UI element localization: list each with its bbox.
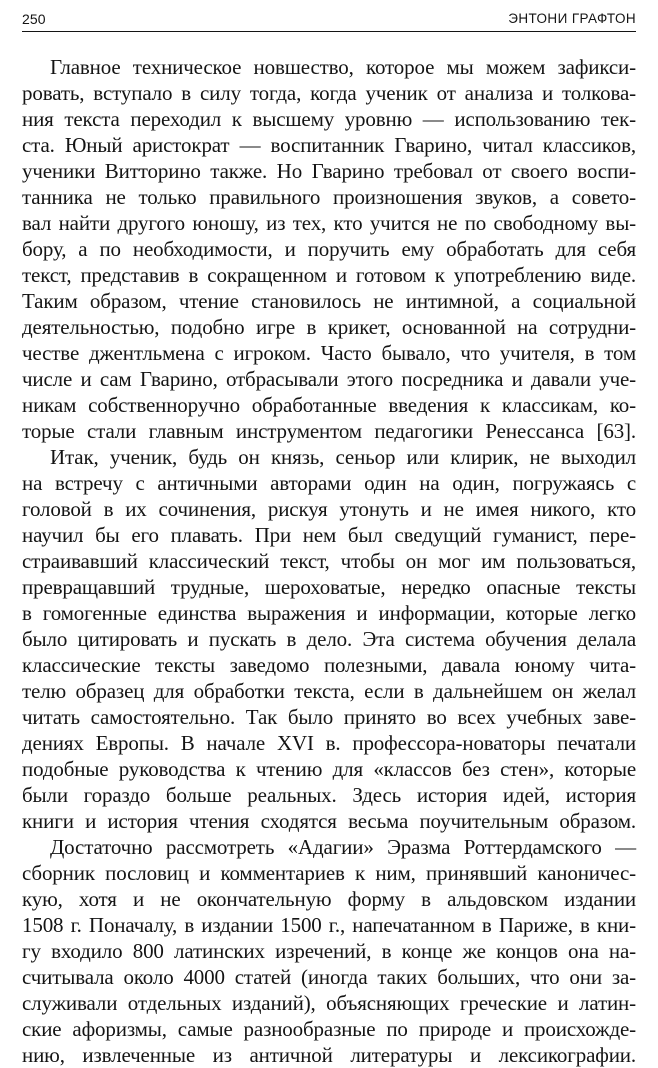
text-line: деятельностью, подобно игре в крикет, основанной на сотрудни- <box>22 315 636 339</box>
text-line: честве джентльмена с игроком. Часто бывало, что учителя, в том <box>22 341 636 365</box>
paragraph <box>22 834 636 1068</box>
page-number: 250 <box>22 11 46 27</box>
text-line: танника не только правильного произношения звуков, а совето- <box>22 185 636 209</box>
running-head <box>22 10 636 32</box>
text-line: подобные руководства к чтению для «классов без стен», которые <box>22 757 636 781</box>
text-line: кую, хотя и не окончательную форму в альдовском издании <box>22 887 636 911</box>
text-line: на встречу с античными авторами один на один, погружаясь с <box>22 471 636 495</box>
text-line: служивали отдельных изданий), объясняющих греческие и латин- <box>22 991 636 1015</box>
text-line: нию, извлеченные из античной литературы и лексикографии. <box>22 1043 636 1067</box>
text-line: гу входило 800 латинских изречений, в конце же концов она на- <box>22 939 636 963</box>
text-line: Таким образом, чтение становилось не интимной, а социальной <box>22 289 636 313</box>
paragraph <box>22 54 636 444</box>
text-line: никам собственноручно обработанные введения к классикам, ко- <box>22 393 636 417</box>
text-line: сборник пословиц и комментариев к ним, принявший каноничес- <box>22 861 636 885</box>
text-line: считывала около 4000 статей (иногда таких больших, что они за- <box>22 965 636 989</box>
text-line: ста. Юный аристократ — воспитанник Гварино, читал классиков, <box>22 133 636 157</box>
text-line: Достаточно рассмотреть «Адагии» Эразма Роттердамского — <box>50 835 636 859</box>
text-line: классические тексты заведомо полезными, давала юному чита- <box>22 653 636 677</box>
text-line: страивавший классический текст, чтобы он мог им пользоваться, <box>22 549 636 573</box>
text-line: ровать, вступало в силу тогда, когда ученик от анализа и толкова- <box>22 81 636 105</box>
text-line: были гораздо больше реальных. Здесь история идей, история <box>22 783 636 807</box>
text-line: превращавший трудные, шероховатые, нередко опасные тексты <box>22 575 636 599</box>
text-line: дениях Европы. В начале XVI в. профессора-новаторы печатали <box>22 731 636 755</box>
text-line: читать самостоятельно. Так было принято во всех учебных заве- <box>22 705 636 729</box>
body-text <box>22 54 636 1068</box>
text-line: торые стали главным инструментом педагогики Ренессанса [63]. <box>22 419 636 443</box>
text-line: в гомогенные единства выражения и информации, которые легко <box>22 601 636 625</box>
text-line: числе и сам Гварино, отбрасывали этого посредника и давали уче- <box>22 367 636 391</box>
text-line: книги и история чтения сходятся весьма поучительным образом. <box>22 809 636 833</box>
text-line: бору, а по необходимости, и поручить ему обработать для себя <box>22 237 636 261</box>
text-line: ские афоризмы, самые разнообразные по природе и происхожде- <box>22 1017 636 1041</box>
text-line: было цитировать и пускать в дело. Эта система обучения делала <box>22 627 636 651</box>
text-line: текст, представив в сокращенном и готовом к употреблению виде. <box>22 263 636 287</box>
text-line: ученики Витторино также. Но Гварино требовал от своего воспи- <box>22 159 636 183</box>
text-line: научил бы его плавать. При нем был сведущий гуманист, пере- <box>22 523 636 547</box>
running-title: ЭНТОНИ ГРАФТОН <box>508 11 636 26</box>
book-page <box>22 10 636 1067</box>
text-line: Главное техническое новшество, которое мы можем зафикси- <box>50 55 636 79</box>
text-line: ния текста переходил к высшему уровню — использованию тек- <box>22 107 636 131</box>
text-line: 1508 г. Поначалу, в издании 1500 г., напечатанном в Париже, в кни- <box>22 913 636 937</box>
text-line: Итак, ученик, будь он князь, сеньор или клирик, не выходил <box>50 445 636 469</box>
paragraph <box>22 444 636 834</box>
text-line: телю образец для обработки текста, если в дальнейшем он желал <box>22 679 636 703</box>
text-line: головой в их сочинения, рискуя утонуть и не имея никого, кто <box>22 497 636 521</box>
text-line: вал найти другого юношу, из тех, кто учится не по свободному вы- <box>22 211 636 235</box>
